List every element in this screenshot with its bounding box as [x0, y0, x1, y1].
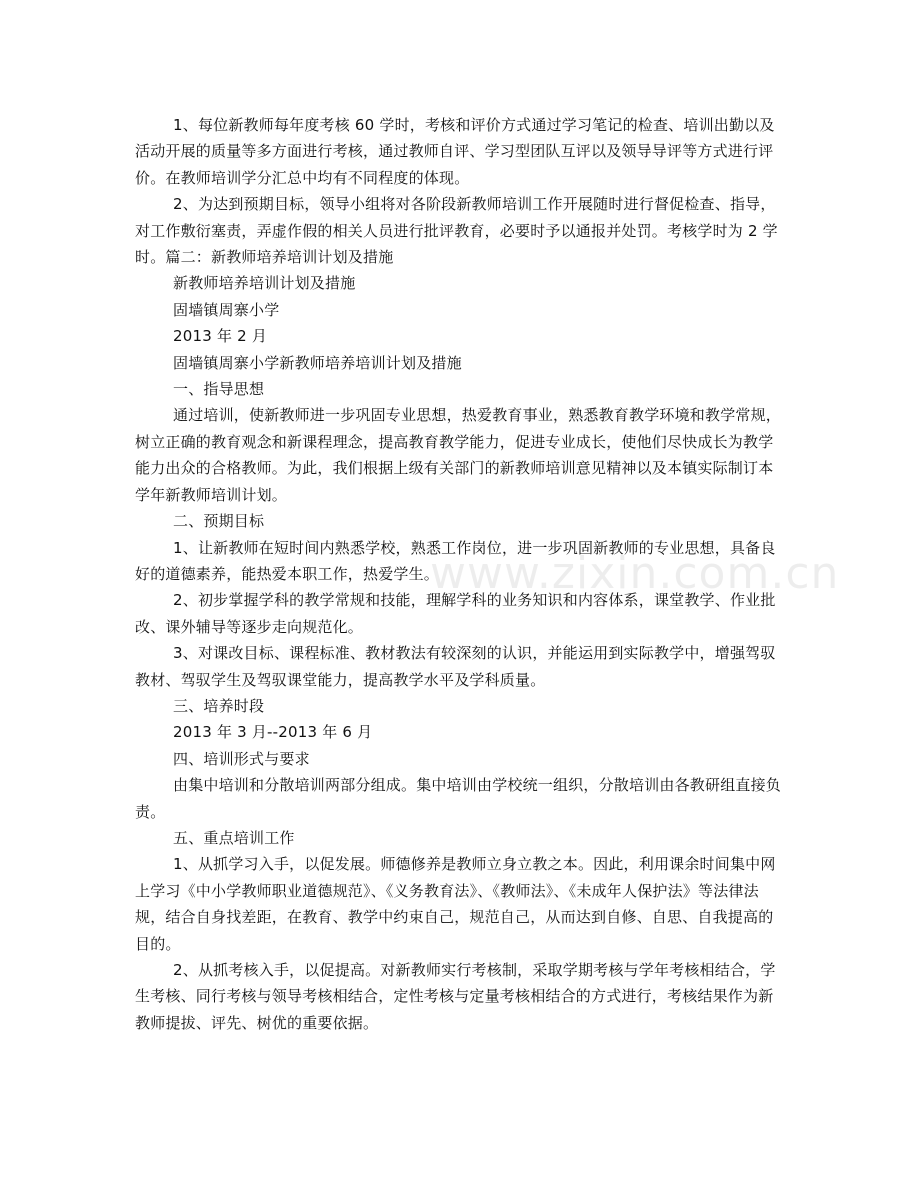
paragraph-training-form: 由集中培训和分散培训两部分组成。集中培训由学校统一组织，分散培训由各教研组直接负责。 [135, 776, 782, 821]
document-body [135, 112, 785, 1036]
watermark: www.zixin.com.cn [430, 548, 840, 599]
paragraph-assessment-hours: 1、每位新教师每年度考核 60 学时，考核和评价方式通过学习笔记的检查、培训出勤以及活动开展的质量等多方面进行考核，通过教师自评、学习型团队互评以及领导导评等方式进行评价。在教师培训学分汇总中均有不同程度的体现。 [135, 116, 775, 187]
paragraph-guiding-thought: 通过培训，使新教师进一步巩固专业思想，热爱教育事业，熟悉教育教学环境和教学常规，树立正确的教育观念和新课程理念，提高教育教学能力，促进专业成长，使他们尽快成长为教学能力出众的合格教师。为此，我们根据上级有关部门的新教师培训意见精神以及本镇实际制订本学年新教师培训计划。 [135, 406, 782, 504]
paragraph-supervision: 2、为达到预期目标，领导小组将对各阶段新教师培训工作开展随时进行督促检查、指导，对工作敷衍塞责，弄虚作假的相关人员进行批评教育，必要时予以通报并处罚。考核学时为 2 学时。篇二：新教师培养培训计划及措施 [135, 195, 778, 267]
paragraph-key-work-2: 2、从抓考核入手，以促提高。对新教师实行考核制，采取学期考核与学年考核相结合，学生考核、同行考核与领导考核相结合，定性考核与定量考核相结合的方式进行，考核结果作为新教师提拔、评先、树优的重要依据。 [135, 961, 776, 1032]
training-period-dates: 2013 年 3 月--2013 年 6 月 [173, 723, 373, 742]
full-title: 固墙镇周寨小学新教师培养培训计划及措施 [173, 353, 462, 372]
school-name: 固墙镇周寨小学 [173, 300, 280, 319]
doc-title: 新教师培养培训计划及措施 [173, 274, 356, 293]
paragraph-key-work-1: 1、从抓学习入手，以促发展。师德修养是教师立身立教之本。因此，利用课余时间集中网上学习《中小学教师职业道德规范》、《义务教育法》、《教师法》、《未成年人保护法》等法律法规，结合自身找差距，在教育、教学中约束自己，规范自己，从而达到自修、自思、自我提高的目的。 [135, 855, 776, 953]
heading-key-work: 五、重点培训工作 [173, 828, 295, 847]
paragraph-goal-1: 1、让新教师在短时间内熟悉学校，熟悉工作岗位，进一步巩固新教师的专业思想，具备良好的道德素养，能热爱本职工作，热爱学生。 [135, 538, 776, 583]
paragraph-goal-2: 2、初步掌握学科的教学常规和技能，理解学科的业务知识和内容体系，课堂教学、作业批改、课外辅导等逐步走向规范化。 [135, 591, 776, 636]
heading-training-form: 四、培训形式与要求 [173, 749, 310, 768]
paragraph-goal-3: 3、对课改目标、课程标准、教材教法有较深刻的认识，并能运用到实际教学中，增强驾驭教材、驾驭学生及驾驭课堂能力，提高教学水平及学科质量。 [135, 644, 776, 689]
heading-guiding-thought: 一、指导思想 [173, 380, 265, 399]
heading-expected-goals: 二、预期目标 [173, 512, 265, 531]
doc-date: 2013 年 2 月 [173, 327, 268, 346]
heading-training-period: 三、培养时段 [173, 696, 265, 715]
